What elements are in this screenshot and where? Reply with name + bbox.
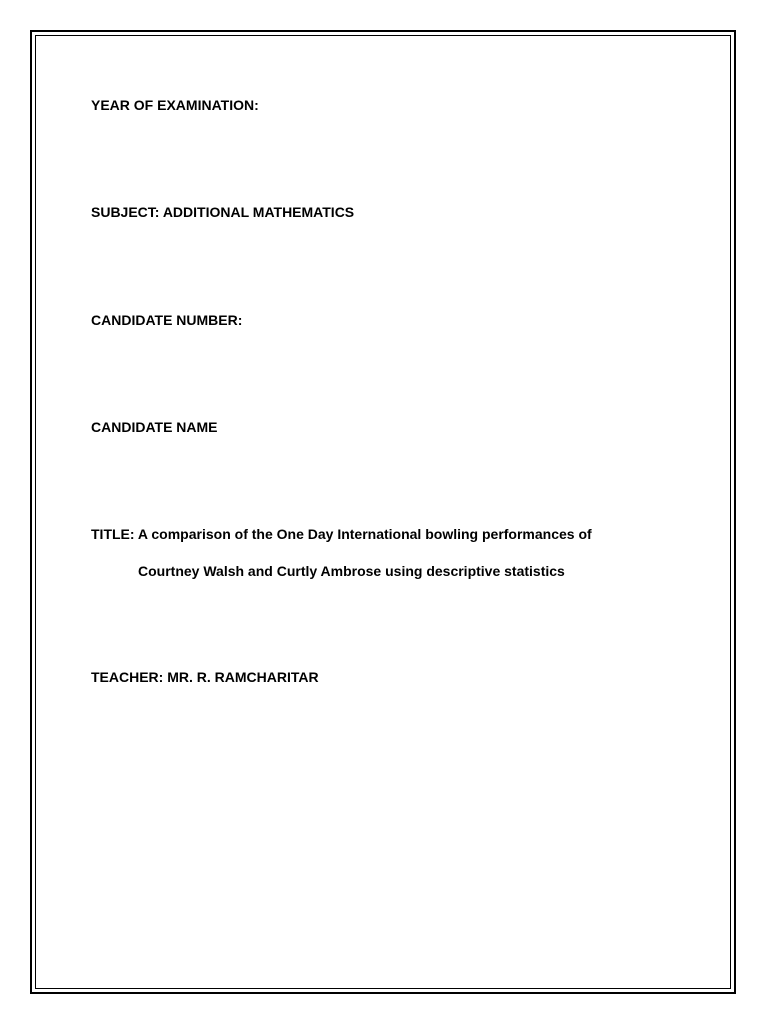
candidate-name-label: CANDIDATE NAME <box>91 419 218 435</box>
year-of-examination-label: YEAR OF EXAMINATION: <box>91 97 259 113</box>
title-line-1: TITLE: A comparison of the One Day International bowling performances of <box>91 526 592 542</box>
subject-label: SUBJECT: ADDITIONAL MATHEMATICS <box>91 204 355 220</box>
teacher-label: TEACHER: MR. R. RAMCHARITAR <box>91 669 319 685</box>
candidate-number-label: CANDIDATE NUMBER: <box>91 312 243 328</box>
page-border-inner <box>35 35 731 989</box>
title-line-2: Courtney Walsh and Curtly Ambrose using descriptive statistics <box>138 563 565 579</box>
